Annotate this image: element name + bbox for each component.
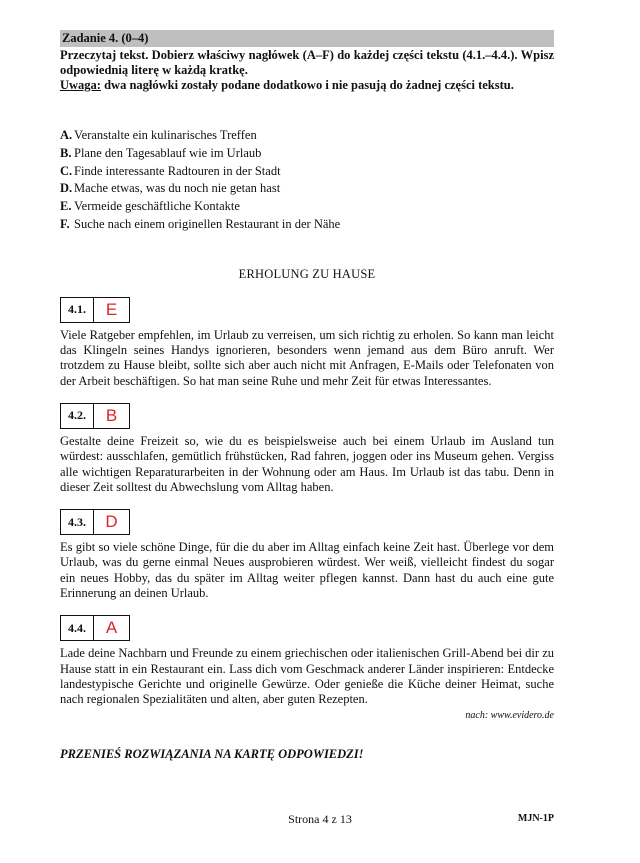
heading-item [60, 216, 554, 234]
answer-box[interactable] [60, 297, 130, 323]
heading-letter: B. [60, 145, 72, 160]
section-number: 4.2. [61, 404, 94, 428]
task-title: Zadanie 4. (0–4) [60, 30, 554, 47]
exam-page [60, 30, 554, 721]
heading-text: Mache etwas, was du noch nie getan hast [74, 181, 281, 196]
heading-text: Vermeide geschäftliche Kontakte [74, 199, 240, 214]
heading-item [60, 163, 554, 181]
answer-letter[interactable]: A [105, 618, 118, 638]
source-note: nach: www.evidero.de [465, 709, 554, 721]
heading-letter: D. [60, 181, 73, 196]
instruction-main: Przeczytaj tekst. Dobierz właściwy nagłówek (A–F) do każdej części tekstu (4.1.–4.4.). Wpisz odpowiednią literę w każdą kratkę. [60, 48, 554, 77]
headings-list [60, 127, 554, 234]
heading-text: Finde interessante Radtouren in der Stadt [74, 163, 281, 178]
heading-item [60, 180, 554, 198]
heading-letter: F. [60, 216, 70, 231]
heading-letter: C. [60, 163, 73, 178]
note-text: dwa nagłówki zostały podane dodatkowo i nie pasują do żadnej części tekstu. [100, 78, 514, 92]
transfer-note: PRZENIEŚ ROZWIĄZANIA NA KARTĘ ODPOWIEDZI! [60, 747, 364, 761]
heading-item [60, 127, 554, 145]
heading-item [60, 198, 554, 216]
section-number: 4.1. [61, 298, 94, 322]
text-section [60, 509, 554, 601]
heading-text: Veranstalte ein kulinarisches Treffen [74, 128, 257, 142]
heading-text: Suche nach einem originellen Restaurant in der Nähe [74, 216, 341, 231]
answer-box[interactable] [60, 509, 130, 535]
heading-text: Plane den Tagesablauf wie im Urlaub [74, 145, 262, 160]
answer-letter[interactable]: D [105, 512, 118, 532]
page-number: Strona 4 z 13 [288, 812, 352, 826]
exam-code: MJN-1P [517, 813, 554, 824]
answer-letter[interactable]: E [105, 299, 118, 319]
heading-letter: E. [60, 199, 72, 214]
section-text: Viele Ratgeber empfehlen, im Urlaub zu verreisen, um sich richtig zu erholen. So kann man leicht das Klingeln seines Handys ignorieren, besonders wenn jemand aus dem Büro anruft. Wer trotzdem zu Hause bleibt, sollte sich aber auch nicht mit Anfragen, E-Mails oder Telefonaten von der Arbeit beschäftigen. So hat man seine Ruhe und mehr Zeit für etwas Interessantes. [60, 327, 554, 388]
text-section [60, 297, 554, 389]
answer-letter[interactable]: B [105, 405, 118, 425]
heading-letter: A. [60, 128, 73, 142]
answer-box[interactable] [60, 403, 130, 429]
answer-box[interactable] [60, 615, 130, 641]
heading-item [60, 145, 554, 163]
section-number: 4.4. [61, 616, 94, 640]
section-text: Lade deine Nachbarn und Freunde zu einem griechischen oder italienischen Grill-Abend bei dir zu Hause statt in ein Restaurant ein. Lass dich vom Geschmack anderer Länder inspirieren: Entdecke landestypische Gerichte und originelle Gewürze. Oder genieße die Küche deiner Heimat, suche nach regionalen Spezialitäten und alten, aber guten Rezepten. [60, 646, 554, 707]
text-title: ERHOLUNG ZU HAUSE [238, 266, 376, 281]
section-text: Es gibt so viele schöne Dinge, für die du aber im Alltag einfach keine Zeit hast. Überlege vor dem Urlaub, was du gerne einmal Neues ausprobieren würdest. Wer weiß, vielleicht findest du sogar ein neues Hobby, das du später im Alltag weiter pflegen kannst. Dann hast du auch eine gute Erinnerung an deinen Urlaub. [60, 540, 554, 601]
section-number: 4.3. [61, 510, 94, 534]
note-label: Uwaga: [60, 78, 101, 92]
task-instruction [60, 48, 554, 93]
text-section [60, 615, 554, 707]
section-text: Gestalte deine Freizeit so, wie du es beispielsweise auch bei einem Urlaub im Ausland tun würdest: ausschlafen, gemütlich frühstücken, Rad fahren, joggen oder ins Museum gehen. Vergiss alle wichtigen Reparaturarbeiten in der Wohnung oder am Haus. Im Urlaub ist das tabu. Denn in dieser Zeit solltest du Abwechslung vom Alltag haben. [60, 433, 554, 494]
text-section [60, 403, 554, 495]
